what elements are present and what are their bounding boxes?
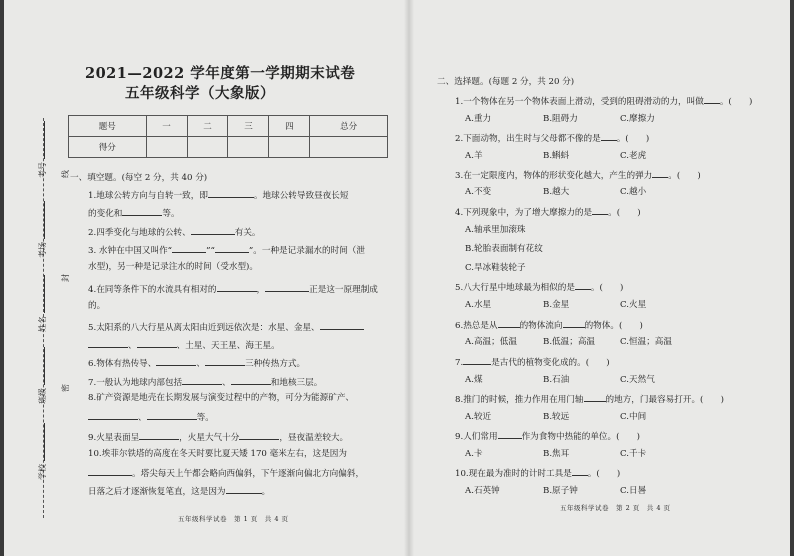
choice-option[interactable]: C.天然气 — [620, 375, 655, 385]
answer-blank[interactable] — [156, 356, 196, 366]
choice-option[interactable]: B.低温；高温 — [543, 337, 596, 347]
choice-option[interactable]: C.老虎 — [620, 151, 647, 161]
choice-option[interactable]: C.旱冰鞋装轮子 — [465, 263, 526, 273]
fill-question: 8.矿产资源是地壳在长期发展与演变过程中的产物，可分为能源矿产、 — [88, 393, 355, 403]
page-footer-left: 五年级科学试卷 第 1 页 共 4 页 — [178, 515, 289, 523]
answer-blank[interactable] — [572, 466, 588, 476]
answer-blank[interactable] — [226, 484, 262, 494]
choice-option[interactable]: B.原子钟 — [543, 486, 578, 496]
choice-option[interactable]: A.卡 — [465, 449, 483, 459]
score-header-cell: 总分 — [310, 116, 388, 137]
answer-blank[interactable] — [205, 356, 245, 366]
answer-blank[interactable] — [563, 318, 585, 328]
choice-option[interactable]: A.水星 — [465, 300, 492, 310]
choice-option[interactable]: A.不变 — [465, 187, 492, 197]
exam-subtitle: 五年级科学（大象版） — [125, 85, 275, 102]
side-label-xuexiao: 学校 — [36, 423, 48, 480]
fill-question: 的变化和 等。 — [88, 206, 180, 220]
answer-blank[interactable] — [215, 243, 249, 253]
answer-blank[interactable] — [137, 338, 177, 348]
side-label-banji: 班级 — [36, 347, 48, 404]
fill-question: 5.太阳系的八大行星从离太阳由近到远依次是：水星、金星、 — [88, 320, 364, 334]
choice-option[interactable]: B.越大 — [543, 187, 570, 197]
choice-question: 2.下面动物，出生时与父母都不像的是 。( ) — [455, 131, 649, 145]
answer-blank[interactable] — [217, 282, 257, 292]
answer-blank[interactable] — [172, 243, 206, 253]
choice-option[interactable]: B.阻碍力 — [543, 114, 578, 124]
choice-option[interactable]: B.金星 — [543, 300, 570, 310]
answer-blank[interactable] — [584, 392, 606, 402]
choice-option[interactable]: B.焦耳 — [543, 449, 570, 459]
choice-option[interactable]: A.煤 — [465, 375, 483, 385]
answer-blank[interactable] — [498, 318, 520, 328]
fill-question: 、 、土星、天王星、海王星。 — [88, 338, 280, 352]
exam-title: 2021—2022 学年度第一学期期末试卷 — [85, 65, 356, 82]
score-header-cell: 二 — [187, 116, 228, 137]
answer-blank[interactable] — [498, 429, 522, 439]
section-fill-title: 一、填空题。(每空 2 分，共 40 分) — [70, 173, 208, 183]
choice-option[interactable]: B.轮胎表面制有花纹 — [465, 244, 543, 254]
choice-option[interactable]: B.蝌蚪 — [543, 151, 570, 161]
choice-question: 3.在一定限度内，物体的形状变化越大，产生的弹力 。( ) — [455, 168, 701, 182]
fill-question: 的。 — [88, 301, 106, 311]
answer-blank[interactable] — [147, 410, 197, 420]
fill-question: 。塔尖每天上午都会略向西偏斜，下午逐渐向偏北方向偏斜， — [88, 466, 364, 480]
answer-blank[interactable] — [88, 338, 128, 348]
choice-option[interactable]: C.中间 — [620, 412, 647, 422]
fill-question: 7.一般认为地球内部包括 、 和地核三层。 — [88, 375, 322, 389]
fill-question: 6.物体有热传导、 、 三种传热方式。 — [88, 356, 305, 370]
answer-blank[interactable] — [575, 280, 591, 290]
choice-question: 1.一个物体在另一个物体表面上滑动，受到的阻碍滑动的力，叫做 。( ) — [455, 94, 752, 108]
fill-question: 3. 水钟在中国又叫作“ ”“ ”。一种是记录漏水的时间（泄 — [88, 243, 365, 257]
page-footer-right: 五年级科学试卷 第 2 页 共 4 页 — [560, 504, 671, 512]
side-mark-feng: 封 — [61, 274, 70, 282]
fill-question: 4.在同等条件下的水流具有相对的 ， 正是这一原理制成 — [88, 282, 378, 296]
section-choice-title: 二、选择题。(每题 2 分，共 20 分) — [437, 77, 575, 87]
answer-blank[interactable] — [182, 375, 222, 385]
score-header-cell: 一 — [146, 116, 187, 137]
choice-question: 7. 是古代的植物变化成的。( ) — [455, 355, 610, 369]
choice-option[interactable]: B.石油 — [543, 375, 570, 385]
choice-option[interactable]: A.较近 — [465, 412, 492, 422]
choice-option[interactable]: C.越小 — [620, 187, 647, 197]
choice-option[interactable]: B.较远 — [543, 412, 570, 422]
score-cell[interactable] — [269, 137, 310, 158]
answer-blank[interactable] — [592, 205, 608, 215]
answer-blank[interactable] — [463, 355, 491, 365]
score-cell[interactable] — [146, 137, 187, 158]
side-label-kaochang: 考场 — [36, 201, 48, 258]
choice-option[interactable]: C.恒温；高温 — [620, 337, 672, 347]
answer-blank[interactable] — [208, 188, 254, 198]
choice-option[interactable]: C.千卡 — [620, 449, 647, 459]
answer-blank[interactable] — [652, 168, 668, 178]
choice-option[interactable]: A.重力 — [465, 114, 492, 124]
choice-option[interactable]: C.日晷 — [620, 486, 647, 496]
fill-question: 、 等。 — [88, 410, 214, 424]
choice-question: 6.热总是从 的物体流向 的物体。( ) — [455, 318, 643, 332]
choice-option[interactable]: A.石英钟 — [465, 486, 500, 496]
answer-blank[interactable] — [139, 430, 179, 440]
side-mark-xian: 线 — [61, 170, 70, 178]
score-table-header-row — [69, 116, 388, 137]
answer-blank[interactable] — [601, 131, 617, 141]
score-cell[interactable] — [187, 137, 228, 158]
choice-question: 8.推门的时候，推力作用在用门轴 的地方，门最容易打开。( ) — [455, 392, 724, 406]
score-header-cell: 题号 — [69, 116, 147, 137]
answer-blank[interactable] — [320, 320, 364, 330]
score-header-cell: 四 — [269, 116, 310, 137]
fill-question: 2.四季变化与地球的公转、 有关。 — [88, 225, 261, 239]
choice-option[interactable]: C.摩擦力 — [620, 114, 655, 124]
score-row-label: 得分 — [69, 137, 147, 158]
side-label-xingming: 姓名 — [36, 275, 48, 332]
score-table-row — [69, 137, 388, 158]
score-header-cell: 三 — [228, 116, 269, 137]
answer-blank[interactable] — [265, 282, 309, 292]
fill-question: 10.埃菲尔铁塔的高度在冬天时要比夏天矮 170 毫米左右，这是因为 — [88, 449, 347, 459]
answer-blank[interactable] — [191, 225, 235, 235]
answer-blank[interactable] — [88, 466, 132, 476]
fill-question: 水型)，另一种是记录注水的时间（受水型)。 — [88, 262, 258, 272]
score-cell[interactable] — [310, 137, 388, 158]
choice-question: 10.现在最为准时的计时工具是 。( ) — [455, 466, 620, 480]
answer-blank[interactable] — [122, 206, 162, 216]
fill-question: 1.地球公转方向与自转一致，即 。地球公转导致昼夜长短 — [88, 188, 348, 202]
choice-question: 5.八大行星中地球最为相似的是 。( ) — [455, 280, 623, 294]
choice-question: 4.下列现象中，为了增大摩擦力的是 。( ) — [455, 205, 641, 219]
choice-option[interactable]: A.羊 — [465, 151, 483, 161]
choice-option[interactable]: A.轴承里加滚珠 — [465, 225, 526, 235]
choice-option[interactable]: A.高温；低温 — [465, 337, 517, 347]
fill-question: 日落之后才逐渐恢复笔直，这是因为 。 — [88, 484, 270, 498]
answer-blank[interactable] — [88, 410, 138, 420]
side-label-kaohao: 考号 — [36, 121, 48, 178]
answer-blank[interactable] — [239, 430, 279, 440]
score-table — [68, 115, 388, 158]
answer-blank[interactable] — [704, 94, 720, 104]
side-mark-mi: 密 — [61, 384, 70, 392]
page-fold — [404, 0, 414, 556]
choice-question: 9.人们常用 作为食物中热能的单位。( ) — [455, 429, 640, 443]
score-cell[interactable] — [228, 137, 269, 158]
choice-option[interactable]: C.火星 — [620, 300, 647, 310]
fill-question: 9.火星表面呈 ，火星大气十分 ，昼夜温差较大。 — [88, 430, 348, 444]
answer-blank[interactable] — [231, 375, 271, 385]
